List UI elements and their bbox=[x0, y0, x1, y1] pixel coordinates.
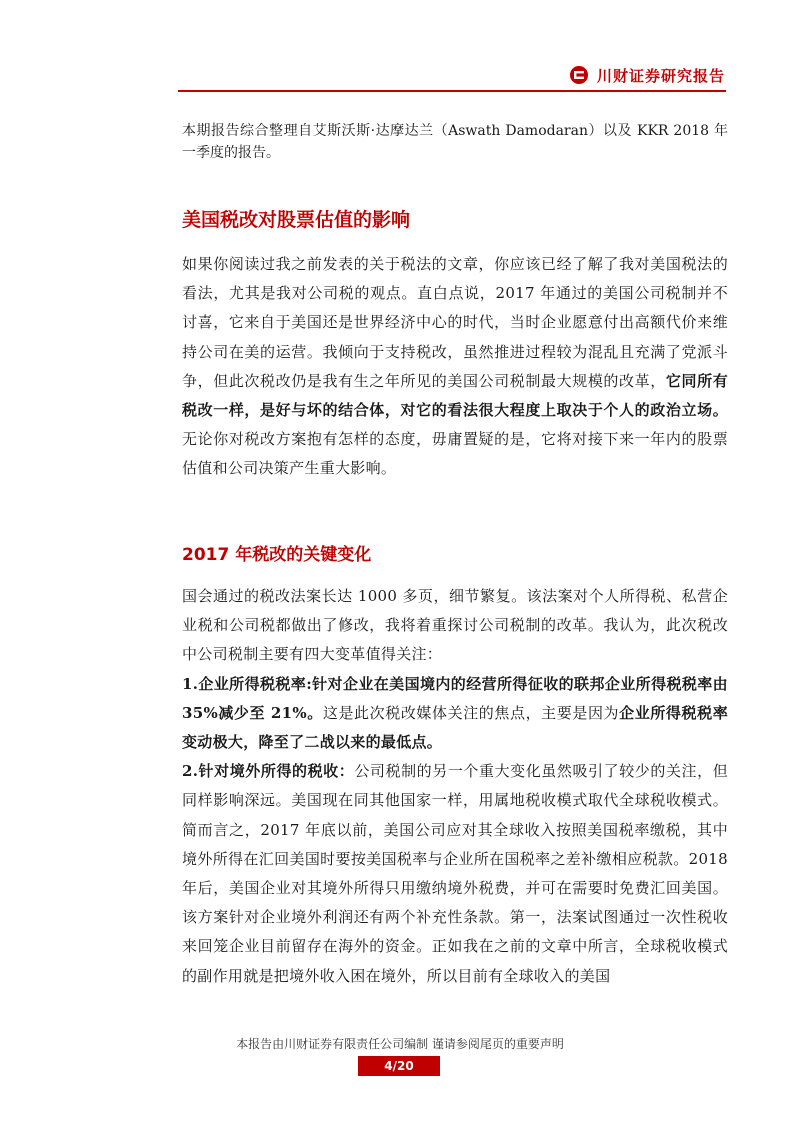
chuancai-logo-icon bbox=[569, 65, 589, 85]
footer-disclaimer: 本报告由川财证券有限责任公司编制 谨请参阅尾页的重要声明 bbox=[236, 1037, 564, 1051]
header-brand bbox=[569, 62, 725, 88]
list-item-foreign-income bbox=[182, 757, 728, 991]
intro-block bbox=[182, 120, 728, 164]
section2-title: 2017 年税改的关键变化 bbox=[182, 545, 372, 565]
section2-body bbox=[182, 582, 728, 991]
brand-name: 川财证券研究报告 bbox=[596, 66, 725, 85]
header-rule bbox=[178, 90, 726, 92]
list-item-tax-rate bbox=[182, 670, 728, 758]
item2-heading: 2.针对境外所得的税收： bbox=[182, 762, 355, 781]
item1-heading: 1.企业所得税税率:针对企业在美国境内的经营所得征收的联邦企业所得税税率由 35%减少至 21%。 bbox=[182, 674, 728, 722]
section1-bold-statement: 它同所有税改一样，是好与坏的结合体，对它的看法很大程度上取决于个人的政治立场。 bbox=[182, 371, 729, 420]
section1-text-b: 无论你对税改方案抱有怎样的态度，毋庸置疑的是，它将对接下来一年内的股票估值和公司决策产生重大影响。 bbox=[182, 430, 728, 478]
section2-intro: 国会通过的税改法案长达 1000 多页，细节繁复。该法案对个人所得税、私营企业税和公司税都做出了修改，我将着重探讨公司税制的改革。我认为，此次税改中公司税制主要有四大变革值得关注： bbox=[182, 587, 728, 664]
section1-text-a: 如果你阅读过我之前发表的关于税法的文章，你应该已经了解了我对美国税法的看法，尤其是我对公司税的观点。直白点说，2017 年通过的美国公司税制并不讨喜，它来自于美国还是世界经济中心的时代，当时企业愿意付出高额代价来维持公司在美的运营。我倾向于支持税改，虽然推进过程较为混乱且充满了党派斗争，但此次税改仍是我有生之年所见的美国公司税制最大规模的改革， bbox=[182, 255, 728, 390]
item1-text: 这是此次税改媒体关注的焦点，主要是因为 bbox=[322, 703, 620, 722]
intro-text: 本期报告综合整理自艾斯沃斯·达摩达兰（Aswath Damodaran）以及 KKR 2018 年一季度的报告。 bbox=[182, 123, 728, 161]
section1-title: 美国税改对股票估值的影响 bbox=[182, 209, 411, 231]
page-number: 4/20 bbox=[358, 1056, 440, 1076]
item1-emphasis: 企业所得税税率变动极大，降至了二战以来的最低点。 bbox=[182, 703, 729, 752]
item2-text: 公司税制的另一个重大变化虽然吸引了较少的关注，但同样影响深远。美国现在同其他国家一样，用属地税收模式取代全球税收模式。简而言之，2017 年底以前，美国公司应对其全球收入按照美国税率缴税，其中境外所得在汇回美国时要按美国税率与企业所在国税率之差补缴相应税款。2018 年后，美国企业对其境外所得只用缴纳境外税费，并可在需要时免费汇回美国。该方案针对企业境外利润还有两个补充性条款。第一，法案试图通过一次性税收来回笼企业目前留存在海外的资金。正如我在之前的文章中所言，全球税收模式的副作用就是把境外收入困在境外，所以目前有全球收入的美国 bbox=[182, 762, 728, 985]
section1-paragraph bbox=[182, 250, 728, 484]
